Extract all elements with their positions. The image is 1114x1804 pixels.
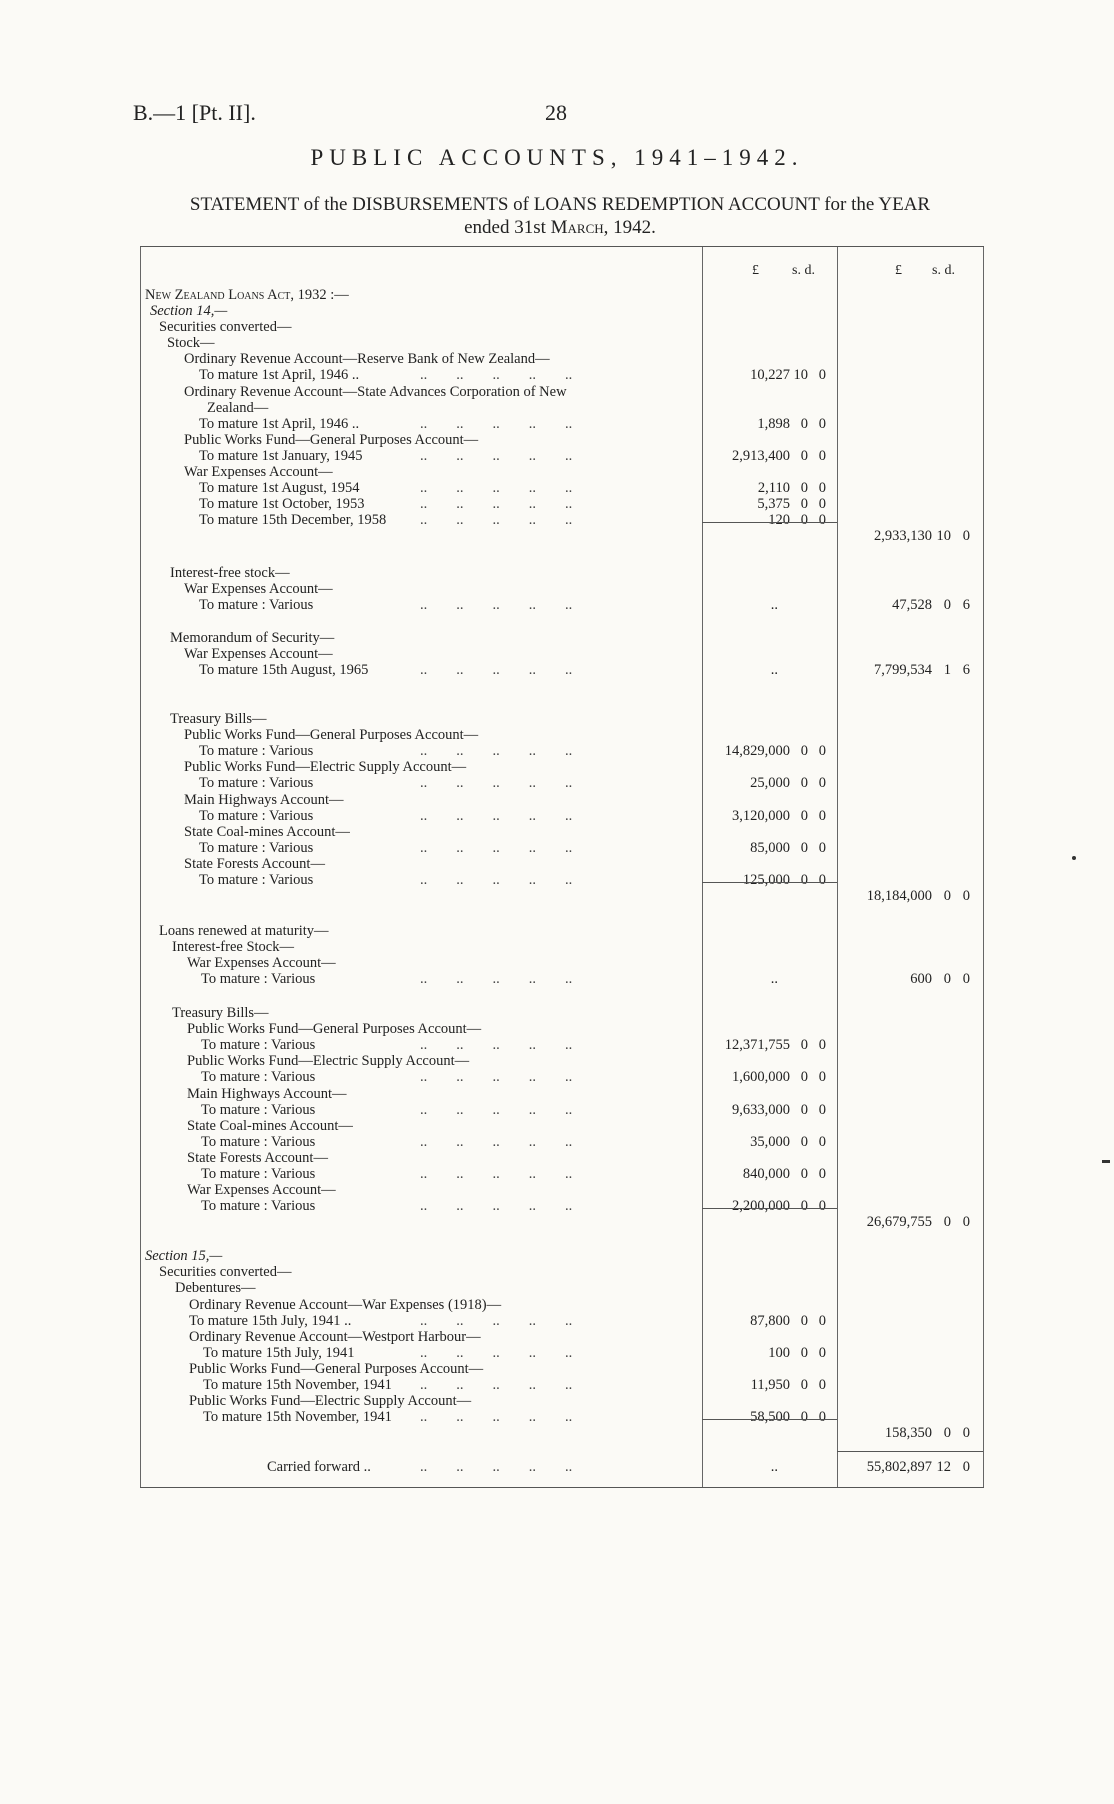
row-label-interest-free-stock: Interest-free stock— [170,565,290,581]
col1-pounds: 9,633,000 [732,1102,790,1118]
table-row [140,581,984,598]
col2-shillings: 0 [943,597,951,613]
table-row [140,1037,984,1054]
row-label-to-mature-1st-october-1953: To mature 1st October, 1953 [199,496,365,512]
col1-pence: 0 [818,1134,826,1150]
margin-dot [1072,856,1076,860]
row-label-to-mature-various: To mature : Various [201,1102,316,1118]
row-label-main-highways-account: Main Highways Account— [184,792,344,808]
row-label-to-mature-15th-november-1941: To mature 15th November, 1941 [203,1409,392,1425]
col1-shillings: 0 [800,416,808,432]
table-row [140,1053,984,1070]
table-row [140,367,984,384]
row-label-public-works-fund-general-purposes-accou: Public Works Fund—General Purposes Account— [187,1021,482,1037]
row-label-to-mature-1st-april-1946: To mature 1st April, 1946 .. [199,416,360,432]
col1-pounds: 35,000 [750,1134,790,1150]
table-row [140,1280,984,1297]
row-label-to-mature-various: To mature : Various [199,808,314,824]
row-label-state-forests-account: State Forests Account— [184,856,325,872]
row-label-main-highways-account: Main Highways Account— [187,1086,347,1102]
col1-pounds: 1,600,000 [732,1069,790,1085]
col1-shillings: 10 [793,367,808,383]
col1-shillings: 0 [800,480,808,496]
col1-empty: .. [770,971,778,987]
col2-pounds: 2,933,130 [874,528,932,544]
col1-pence: 0 [818,480,826,496]
leader-dots: .. .. .. .. .. [420,1102,573,1118]
leader-dots: .. .. .. .. .. [420,840,573,856]
leader-dots: .. .. .. .. .. [420,1345,573,1361]
table-row [140,1005,984,1022]
col2-pence: 0 [962,971,970,987]
col1-pence: 0 [818,743,826,759]
row-label-to-mature-15th-november-1941: To mature 15th November, 1941 [203,1377,392,1393]
col2-pounds: 18,184,000 [866,888,932,904]
table-row [140,1409,984,1426]
table-row [140,1264,984,1281]
leader-dots: .. .. .. .. .. [420,1313,573,1329]
row-label-treasury-bills: Treasury Bills— [172,1005,269,1021]
col1-pence: 0 [818,1345,826,1361]
table-row [140,840,984,857]
col1-pence: 0 [818,1313,826,1329]
page-title: PUBLIC ACCOUNTS, 1941–1942. [310,145,804,170]
table-row [140,872,984,889]
leader-dots: .. .. .. .. .. [420,416,573,432]
col1-pence: 0 [818,840,826,856]
col2-pence: 6 [962,597,970,613]
table-row [140,480,984,497]
col2-pence: 0 [962,888,970,904]
row-label-to-mature-various: To mature : Various [201,1198,316,1214]
col1-pence: 0 [818,512,826,528]
leader-dots: .. .. .. .. .. [420,512,573,528]
row-label-state-coal-mines-account: State Coal-mines Account— [184,824,350,840]
col1-pence: 0 [818,1069,826,1085]
col2-shillings: 10 [936,528,951,544]
col1-pounds: 120 [768,512,790,528]
table-row [140,923,984,940]
leader-dots: .. .. .. .. .. [420,743,573,759]
col1-pounds: 85,000 [750,840,790,856]
row-label-ordinary-revenue-account-war-expenses-19: Ordinary Revenue Account—War Expenses (1918)— [189,1297,502,1313]
leader-dots: .. .. .. .. .. [420,597,573,613]
row-label-interest-free-stock: Interest-free Stock— [172,939,294,955]
table-row [140,303,984,320]
row-label-public-works-fund-general-purposes-accou: Public Works Fund—General Purposes Account— [189,1361,484,1377]
col1-pounds: 14,829,000 [724,743,790,759]
table-row [140,711,984,728]
table-row [140,662,984,679]
page-number: 28 [545,100,567,125]
col2-pounds: 47,528 [892,597,932,613]
row-label-to-mature-various: To mature : Various [199,872,314,888]
col1-pence: 0 [818,1037,826,1053]
row-label-section-15: Section 15,— [145,1248,223,1264]
leader-dots: .. .. .. .. .. [420,808,573,824]
col2-pence: 0 [962,1214,970,1230]
col1-pounds: 10,227 [750,367,790,383]
table-row [140,646,984,663]
leader-dots: .. .. .. .. .. [420,496,573,512]
col1-shillings: 0 [800,1198,808,1214]
col1-shillings: 0 [800,1313,808,1329]
table-row [140,630,984,647]
col1-pence: 0 [818,775,826,791]
col1-pounds: 840,000 [742,1166,790,1182]
table-row [140,528,984,545]
statement-subtitle [130,193,990,239]
row-label-ordinary-revenue-account-westport-harbou: Ordinary Revenue Account—Westport Harbour— [189,1329,481,1345]
col2-pence: 6 [962,662,970,678]
leader-dots: .. .. .. .. .. [420,775,573,791]
table-row [140,759,984,776]
row-label-new-zealand-loans-act-1932: New Zealand Loans Act, 1932 :— [145,287,349,303]
rule-carried-forward [837,1451,983,1452]
row-label-state-forests-account: State Forests Account— [187,1150,328,1166]
col1-pence: 0 [818,448,826,464]
row-label-public-works-fund-general-purposes-accou: Public Works Fund—General Purposes Account— [184,727,479,743]
col1-pence: 0 [818,1102,826,1118]
row-label-to-mature-various: To mature : Various [201,1069,316,1085]
col1-pounds: 125,000 [742,872,790,888]
table-row [140,792,984,809]
table-row [140,384,984,401]
col1-shillings: 0 [800,1037,808,1053]
table-row [140,1150,984,1167]
row-label-ordinary-revenue-account-state-advances-: Ordinary Revenue Account—State Advances Corporation of New [184,384,567,400]
col2-shillings: 12 [936,1459,951,1475]
leader-dots: .. .. .. .. .. [420,1377,573,1393]
col1-shillings: 0 [800,872,808,888]
table-row [140,808,984,825]
table-row [140,351,984,368]
table-row [140,1248,984,1265]
row-label-war-expenses-account: War Expenses Account— [187,955,336,971]
col1-pounds: 1,898 [757,416,790,432]
table-row [140,1297,984,1314]
row-label-to-mature-various: To mature : Various [201,1037,316,1053]
col2-shillings: 0 [943,1214,951,1230]
table-row [140,743,984,760]
table-row [140,1361,984,1378]
col1-pence: 0 [818,1198,826,1214]
table-row [140,597,984,614]
row-label-to-mature-various: To mature : Various [199,597,314,613]
col1-shillings: 0 [800,1166,808,1182]
table-row [140,1393,984,1410]
row-label-treasury-bills: Treasury Bills— [170,711,267,727]
col1-pounds: 2,110 [757,480,790,496]
row-label-securities-converted: Securities converted— [159,1264,292,1280]
subtitle-line-2 [130,216,990,239]
col1-sd-header: s. d. [792,263,815,278]
row-label-zealand: Zealand— [207,400,269,416]
rule-subtotal-1 [702,522,837,523]
col2-shillings: 0 [943,888,951,904]
table-row [140,1214,984,1231]
row-label-to-mature-various: To mature : Various [201,1134,316,1150]
col1-empty: .. [770,597,778,613]
col1-pence: 0 [818,496,826,512]
leader-dots: .. .. .. .. .. [420,1166,573,1182]
table-row [140,400,984,417]
col2-pounds: 600 [910,971,932,987]
row-label-to-mature-1st-august-1954: To mature 1st August, 1954 [199,480,360,496]
table-row [140,1459,984,1476]
col1-shillings: 0 [800,1409,808,1425]
table-row [140,496,984,513]
col1-pound-header: £ [752,263,759,278]
row-label-to-mature-1st-april-1946: To mature 1st April, 1946 .. [199,367,360,383]
row-label-ordinary-revenue-account-reserve-bank-of: Ordinary Revenue Account—Reserve Bank of New Zealand— [184,351,550,367]
col1-pounds: 3,120,000 [732,808,790,824]
col2-pound-header: £ [895,263,902,278]
table-row [140,939,984,956]
col1-pounds: 2,913,400 [732,448,790,464]
table-row [140,287,984,304]
col1-shillings: 0 [800,448,808,464]
table-row [140,1102,984,1119]
col2-pounds: 7,799,534 [874,662,932,678]
page-ref: B.—1 [Pt. II]. [133,100,256,125]
table-row [140,971,984,988]
col1-shillings: 0 [800,743,808,759]
table-row [140,727,984,744]
row-label-state-coal-mines-account: State Coal-mines Account— [187,1118,353,1134]
table-row [140,416,984,433]
col1-empty: .. [770,662,778,678]
leader-dots: .. .. .. .. .. [420,448,573,464]
margin-mark [1102,1160,1110,1163]
row-label-to-mature-15th-july-1941: To mature 15th July, 1941 .. [189,1313,352,1329]
leader-dots: .. .. .. .. .. [420,1459,573,1475]
table-row [140,335,984,352]
subtitle-part-c: , 1942. [603,217,656,238]
leader-dots: .. .. .. .. .. [420,971,573,987]
row-label-debentures: Debentures— [175,1280,256,1296]
row-label-war-expenses-account: War Expenses Account— [184,464,333,480]
table-row [140,512,984,529]
col1-pence: 0 [818,872,826,888]
table-row [140,464,984,481]
table-row [140,1345,984,1362]
col1-pence: 0 [818,367,826,383]
leader-dots: .. .. .. .. .. [420,1198,573,1214]
col1-pence: 0 [818,1409,826,1425]
col1-shillings: 0 [800,1134,808,1150]
subtitle-line-1: STATEMENT of the DISBURSEMENTS of LOANS REDEMPTION ACCOUNT for the YEAR [189,194,931,215]
statement-table [140,246,984,1488]
col1-shillings: 0 [800,496,808,512]
table-row [140,955,984,972]
col1-pounds: 25,000 [750,775,790,791]
table-row [140,319,984,336]
col2-pence: 0 [962,1459,970,1475]
col2-shillings: 0 [943,971,951,987]
leader-dots: .. .. .. .. .. [420,872,573,888]
col1-shillings: 0 [800,808,808,824]
table-row [140,1377,984,1394]
row-label-public-works-fund-electric-supply-accoun: Public Works Fund—Electric Supply Account— [189,1393,472,1409]
rule-subtotal-3 [702,1208,837,1209]
table-row [140,448,984,465]
col1-pounds: 87,800 [750,1313,790,1329]
table-row [140,565,984,582]
table-row [140,1182,984,1199]
col1-shillings: 0 [800,1102,808,1118]
col1-shillings: 0 [800,840,808,856]
table-row [140,1118,984,1135]
col1-pounds: 58,500 [750,1409,790,1425]
col2-pence: 0 [962,1425,970,1441]
rule-subtotal-4 [702,1419,837,1420]
row-label-securities-converted: Securities converted— [159,319,292,335]
rule-subtotal-2 [702,882,837,883]
subtitle-month: March [550,217,604,238]
row-label-stock: Stock— [167,335,215,351]
leader-dots: .. .. .. .. .. [420,1069,573,1085]
table-row [140,856,984,873]
row-label-to-mature-various: To mature : Various [199,840,314,856]
row-label-carried-forward: Carried forward .. [267,1459,371,1475]
table-row [140,432,984,449]
table-row [140,1166,984,1183]
table-row [140,1021,984,1038]
table-row [140,1425,984,1442]
col1-pence: 0 [818,1377,826,1393]
table-row [140,824,984,841]
col1-pounds: 5,375 [757,496,790,512]
subtitle-part-a: ended 31st [464,217,551,238]
col2-shillings: 0 [943,1425,951,1441]
col1-pounds: 12,371,755 [724,1037,790,1053]
row-label-to-mature-15th-july-1941: To mature 15th July, 1941 [203,1345,355,1361]
col1-empty: .. [770,1459,778,1475]
col2-pounds: 55,802,897 [866,1459,932,1475]
table-row [140,1086,984,1103]
row-label-war-expenses-account: War Expenses Account— [184,646,333,662]
row-label-public-works-fund-electric-supply-accoun: Public Works Fund—Electric Supply Account— [187,1053,470,1069]
leader-dots: .. .. .. .. .. [420,1409,573,1425]
row-label-to-mature-various: To mature : Various [201,1166,316,1182]
table-row [140,775,984,792]
table-row [140,1069,984,1086]
col1-pence: 0 [818,808,826,824]
leader-dots: .. .. .. .. .. [420,480,573,496]
col1-shillings: 0 [800,1345,808,1361]
leader-dots: .. .. .. .. .. [420,1037,573,1053]
col1-shillings: 0 [800,1069,808,1085]
row-label-public-works-fund-general-purposes-accou: Public Works Fund—General Purposes Account— [184,432,479,448]
col1-shillings: 0 [800,512,808,528]
leader-dots: .. .. .. .. .. [420,662,573,678]
col1-pence: 0 [818,416,826,432]
row-label-to-mature-various: To mature : Various [199,743,314,759]
col1-pence: 0 [818,1166,826,1182]
col2-shillings: 1 [943,662,951,678]
table-row [140,1329,984,1346]
row-label-to-mature-various: To mature : Various [199,775,314,791]
row-label-loans-renewed-at-maturity: Loans renewed at maturity— [159,923,329,939]
table-row [140,1134,984,1151]
leader-dots: .. .. .. .. .. [420,1134,573,1150]
col1-shillings: 0 [800,775,808,791]
row-label-war-expenses-account: War Expenses Account— [187,1182,336,1198]
row-label-to-mature-1st-january-1945: To mature 1st January, 1945 [199,448,363,464]
col2-sd-header: s. d. [932,263,955,278]
row-label-war-expenses-account: War Expenses Account— [184,581,333,597]
table-row [140,1198,984,1215]
col1-pounds: 100 [768,1345,790,1361]
row-label-to-mature-various: To mature : Various [201,971,316,987]
row-label-memorandum-of-security: Memorandum of Security— [170,630,335,646]
col1-pounds: 2,200,000 [732,1198,790,1214]
col1-shillings: 0 [800,1377,808,1393]
col2-pounds: 158,350 [884,1425,932,1441]
row-label-section-14: Section 14,— [150,303,228,319]
col2-pence: 0 [962,528,970,544]
row-label-public-works-fund-electric-supply-accoun: Public Works Fund—Electric Supply Account— [184,759,467,775]
col1-pounds: 11,950 [750,1377,790,1393]
leader-dots: .. .. .. .. .. [420,367,573,383]
row-label-to-mature-15th-august-1965: To mature 15th August, 1965 [199,662,369,678]
table-row [140,888,984,905]
col2-pounds: 26,679,755 [866,1214,932,1230]
table-row [140,1313,984,1330]
row-label-to-mature-15th-december-1958: To mature 15th December, 1958 [199,512,387,528]
